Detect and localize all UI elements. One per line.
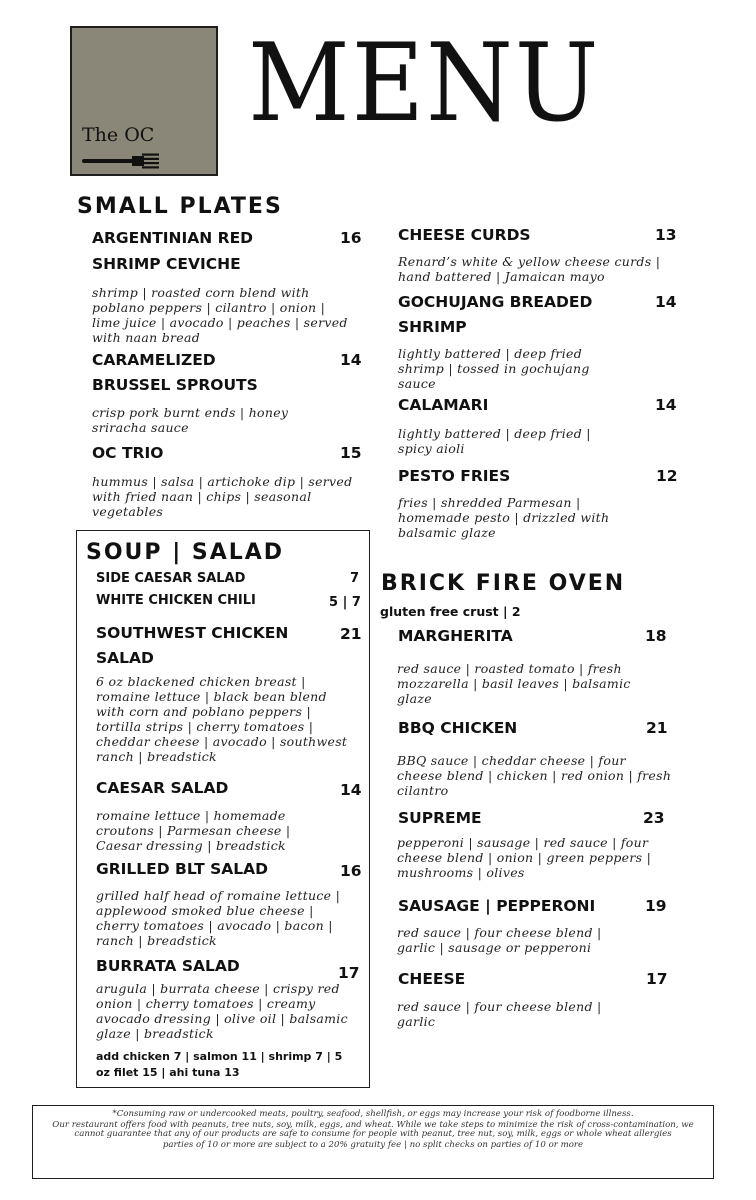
item-price: 21	[646, 719, 668, 737]
gluten-free-note: gluten free crust | 2	[380, 604, 521, 619]
item-name: GRILLED BLT SALAD	[96, 860, 269, 878]
item-name: BRUSSEL SPROUTS	[92, 376, 258, 394]
item-description: BBQ sauce | cheddar cheese | four cheese blend | chicken | red onion | fresh cilantro	[397, 753, 672, 798]
item-price: 19	[645, 897, 667, 915]
item-price: 23	[643, 809, 665, 827]
item-description: red sauce | four cheese blend | garlic | sausage or pepperoni	[397, 925, 602, 955]
item-price: 14	[340, 781, 362, 799]
item-name: MARGHERITA	[398, 627, 513, 645]
section-heading-soup-salad: SOUP | SALAD	[86, 540, 285, 565]
item-description: lightly battered | deep fried | spicy aioli	[398, 426, 591, 456]
disclaimer-allergens: Our restaurant offers food with peanuts, tree nuts, soy, milk, eggs, and wheat. While we take steps to minimize the risk of cross-contamination, we cannot guarantee that any of our products are safe to consume for people with peanut, tree nut, soy, milk, eggs or whole wheat allergies	[52, 1119, 694, 1139]
item-name: OC TRIO	[92, 444, 164, 462]
item-name: CALAMARI	[398, 396, 489, 414]
item-price: 16	[340, 229, 362, 247]
item-name: SALAD	[96, 649, 154, 667]
item-price: 17	[338, 964, 360, 982]
item-price: 14	[655, 396, 677, 414]
item-name: WHITE CHICKEN CHILI	[96, 593, 256, 608]
item-price: 16	[340, 862, 362, 880]
item-price: 7	[350, 571, 360, 586]
item-name: BBQ CHICKEN	[398, 719, 518, 737]
item-price: 13	[655, 226, 677, 244]
salad-addons: add chicken 7 | salmon 11 | shrimp 7 | 5 oz filet 15 | ahi tuna 13	[96, 1050, 343, 1079]
item-name: SHRIMP CEVICHE	[92, 255, 241, 273]
item-price: 14	[655, 293, 677, 311]
item-description: red sauce | roasted tomato | fresh mozzarella | basil leaves | balsamic glaze	[397, 661, 631, 706]
page-title: MENU	[248, 21, 601, 146]
disclaimer-foodborne: *Consuming raw or undercooked meats, poultry, seafood, shellfish, or eggs may increase your risk of foodborne illness.	[112, 1109, 634, 1119]
disclaimer-gratuity: parties of 10 or more are subject to a 20% gratuity fee | no split checks on parties of 10 or more	[162, 1139, 584, 1150]
item-description: arugula | burrata cheese | crispy red onion | cherry tomatoes | creamy avocado dressing | olive oil | balsamic glaze | breadstick	[96, 981, 348, 1041]
section-heading-small-plates: SMALL PLATES	[77, 194, 283, 219]
item-description: 6 oz blackened chicken breast | romaine lettuce | black bean blend with corn and poblano peppers | tortilla strips | cherry tomatoes | cheddar cheese | avocado | southwest ranch | breadstick	[96, 674, 348, 764]
item-name: SUPREME	[398, 809, 482, 827]
item-price: 15	[340, 444, 362, 462]
item-name: PESTO FRIES	[398, 467, 511, 485]
disclaimer-box	[32, 1105, 714, 1179]
item-description: lightly battered | deep fried shrimp | tossed in gochujang sauce	[398, 346, 590, 391]
item-name: SOUTHWEST CHICKEN	[96, 624, 289, 642]
logo-text: The OC	[82, 124, 155, 146]
item-description: hummus | salsa | artichoke dip | served with fried naan | chips | seasonal vegetables	[92, 474, 353, 519]
logo-box	[70, 26, 218, 176]
item-description: fries | shredded Parmesan | homemade pesto | drizzled with balsamic glaze	[398, 495, 610, 540]
item-name: CAESAR SALAD	[96, 779, 229, 797]
item-name: GOCHUJANG BREADED	[398, 293, 593, 311]
item-description: Renard’s white & yellow cheese curds | hand battered | Jamaican mayo	[398, 254, 661, 284]
item-price: 12	[656, 467, 678, 485]
item-name: ARGENTINIAN RED	[92, 229, 254, 247]
item-price: 5 | 7	[329, 595, 361, 610]
item-name: SAUSAGE | PEPPERONI	[398, 897, 596, 915]
item-description: romaine lettuce | homemade croutons | Parmesan cheese | Caesar dressing | breadstick	[96, 808, 291, 853]
item-price: 18	[645, 627, 667, 645]
item-price: 21	[340, 625, 362, 643]
item-name: BURRATA SALAD	[96, 957, 240, 975]
item-price: 17	[646, 970, 668, 988]
item-name: CHEESE CURDS	[398, 226, 531, 244]
item-name: CARAMELIZED	[92, 351, 216, 369]
item-description: pepperoni | sausage | red sauce | four cheese blend | onion | green peppers | mushrooms | olives	[397, 835, 652, 880]
item-description: shrimp | roasted corn blend with poblano peppers | cilantro | onion | lime juice | avocado | peaches | served with naan bread	[92, 285, 348, 345]
item-name: SHRIMP	[398, 318, 467, 336]
item-description: red sauce | four cheese blend | garlic	[397, 999, 602, 1029]
item-name: SIDE CAESAR SALAD	[96, 571, 246, 586]
item-price: 14	[340, 351, 362, 369]
item-description: grilled half head of romaine lettuce | applewood smoked blue cheese | cherry tomatoes | avocado | bacon | ranch | breadstick	[96, 888, 341, 948]
item-name: CHEESE	[398, 970, 466, 988]
fork-icon	[82, 152, 160, 170]
item-description: crisp pork burnt ends | honey sriracha sauce	[92, 405, 289, 435]
section-heading-brick-fire-oven: BRICK FIRE OVEN	[381, 571, 626, 596]
